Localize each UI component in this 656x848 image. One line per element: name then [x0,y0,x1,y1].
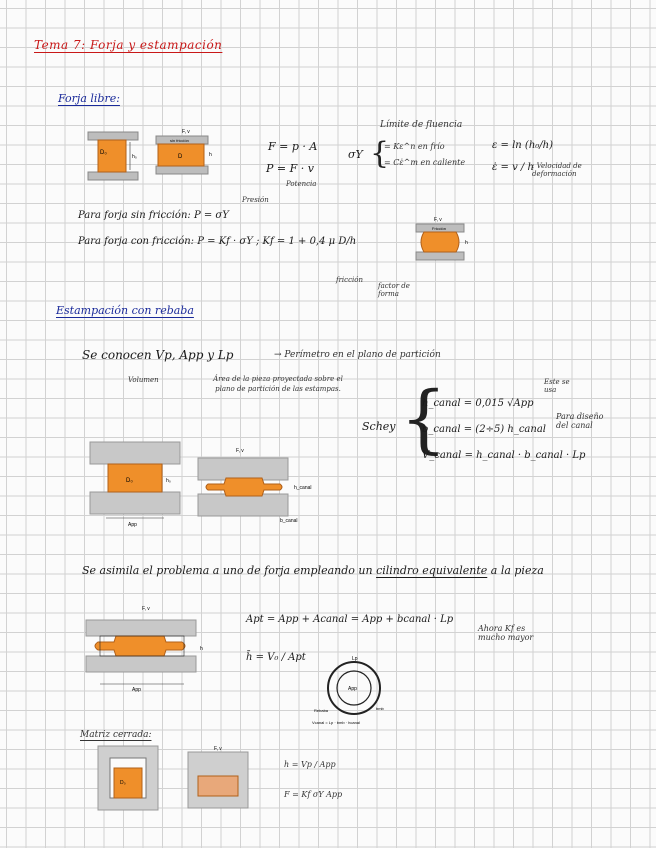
page-title: Tema 7: Forja y estampación [34,38,223,52]
h0-label-2: h₀ [166,478,171,484]
vcanal-label: Vcanal = Lp · bmb · hcanal [312,720,360,725]
hcanal-label: h_canal [294,485,312,491]
formula-eps-rate: ε̇ = v / h [492,162,534,173]
section-heading-estampacion: Estampación con rebaba [56,304,194,317]
perimetro-note: → Perímetro en el plano de partición [274,350,441,360]
h-label-2: h [465,240,468,246]
h-label-3: h [200,646,203,652]
fv-label-3: F, v [236,448,244,454]
matriz-cerrada-figure [96,744,286,814]
bcanal-label: b_canal [280,518,298,524]
d-label: D [178,154,183,160]
con-friccion-line: Para forja con fricción: P = Kf · σY ; Kf = 1 + 0,4 μ D/h [78,236,357,247]
formula-force: F = p · A [268,140,318,153]
schey-eq2: b_canal = (2÷5) h_canal [422,424,546,435]
eq-h-closed: h = Vp / App [284,760,336,769]
friccion-label: fricción [336,276,363,284]
schey-eq3: V_canal = h_canal · b_canal · Lp [422,450,586,461]
asimila-pre: Se asimila el problema a uno de forja empleando un [82,564,373,577]
presion-label: Presión [242,196,269,204]
d0-label-2: D₀ [126,478,133,484]
h-label: h [209,152,212,158]
barreling-figure [412,216,472,268]
section-heading-forja-libre: Forja libre: [58,92,120,105]
d0-label: D₀ [100,150,107,156]
limite-fluencia: Límite de fluencia [380,120,463,130]
fv-label-2: F, v [434,217,442,223]
sin-friccion-label: sin fricción [170,138,189,143]
d0-label-3: D₀ [120,780,126,786]
schey-eq1: h_canal = 0,015 √App [422,398,534,409]
sigma-frio: = Kε^n en frío [384,142,445,151]
app-circle-label: App [348,686,357,692]
fv-label-5: F, v [214,746,222,752]
sin-friccion-line: Para forja sin fricción: P = σY [78,210,229,221]
h0-label: h₀ [132,154,137,160]
factor-forma-label: factor de forma [378,282,410,298]
formula-power: P = F · v [266,162,314,175]
apt-equation: Apt = App + Acanal = App + bcanal · Lp [246,614,454,625]
matriz-cerrada-label: Matriz cerrada: [80,730,152,740]
sigma-brace: { [370,136,390,171]
velocidad-label: : Velocidad de deformación [532,162,582,178]
forja-libre-figure [84,128,214,184]
cilindro-equivalente: cilindro equivalente [376,564,488,577]
estampacion-figure [86,438,326,528]
asimila-sentence [82,564,544,577]
potencia-label: Potencia [286,180,317,188]
schey-brace: { [400,376,448,462]
eq-F-closed: F = Kf σY App [284,790,343,799]
este-note: Este se usa [544,378,570,394]
cilindro-equivalente-figure [82,602,212,692]
fv-label-4: F, v [142,606,150,612]
sigma-caliente: = Cε̇^m en caliente [384,158,466,167]
fv-label: F, v [182,129,190,135]
asimila-post: a la pieza [490,564,544,577]
hbar-equation: h̄ = V₀ / Apt [246,652,306,663]
formula-eps: ε = ln (h₀/h) [492,140,553,151]
canal-circle-figure [308,654,398,734]
ahora-note: Ahora Kf es mucho mayor [478,624,534,642]
se-conocen: Se conocen Vp, App y Lp [82,348,234,362]
lp-label: Lp [352,656,358,662]
sigma-y: σY [348,148,363,161]
diseno-canal: Para diseño del canal [556,412,604,430]
schey-label: Schey [362,420,396,433]
app-label-2: App [132,687,141,692]
area-note: Área de la pieza proyectada sobre el plano de partición de las estampas. [213,375,343,393]
bmb-label: bmb [376,706,384,711]
friccion-fig-label: Fricción [432,226,447,231]
rebaba-label: Rebaba [314,708,329,713]
app-label: App [128,522,137,528]
volumen-label: Volumen [128,376,159,384]
